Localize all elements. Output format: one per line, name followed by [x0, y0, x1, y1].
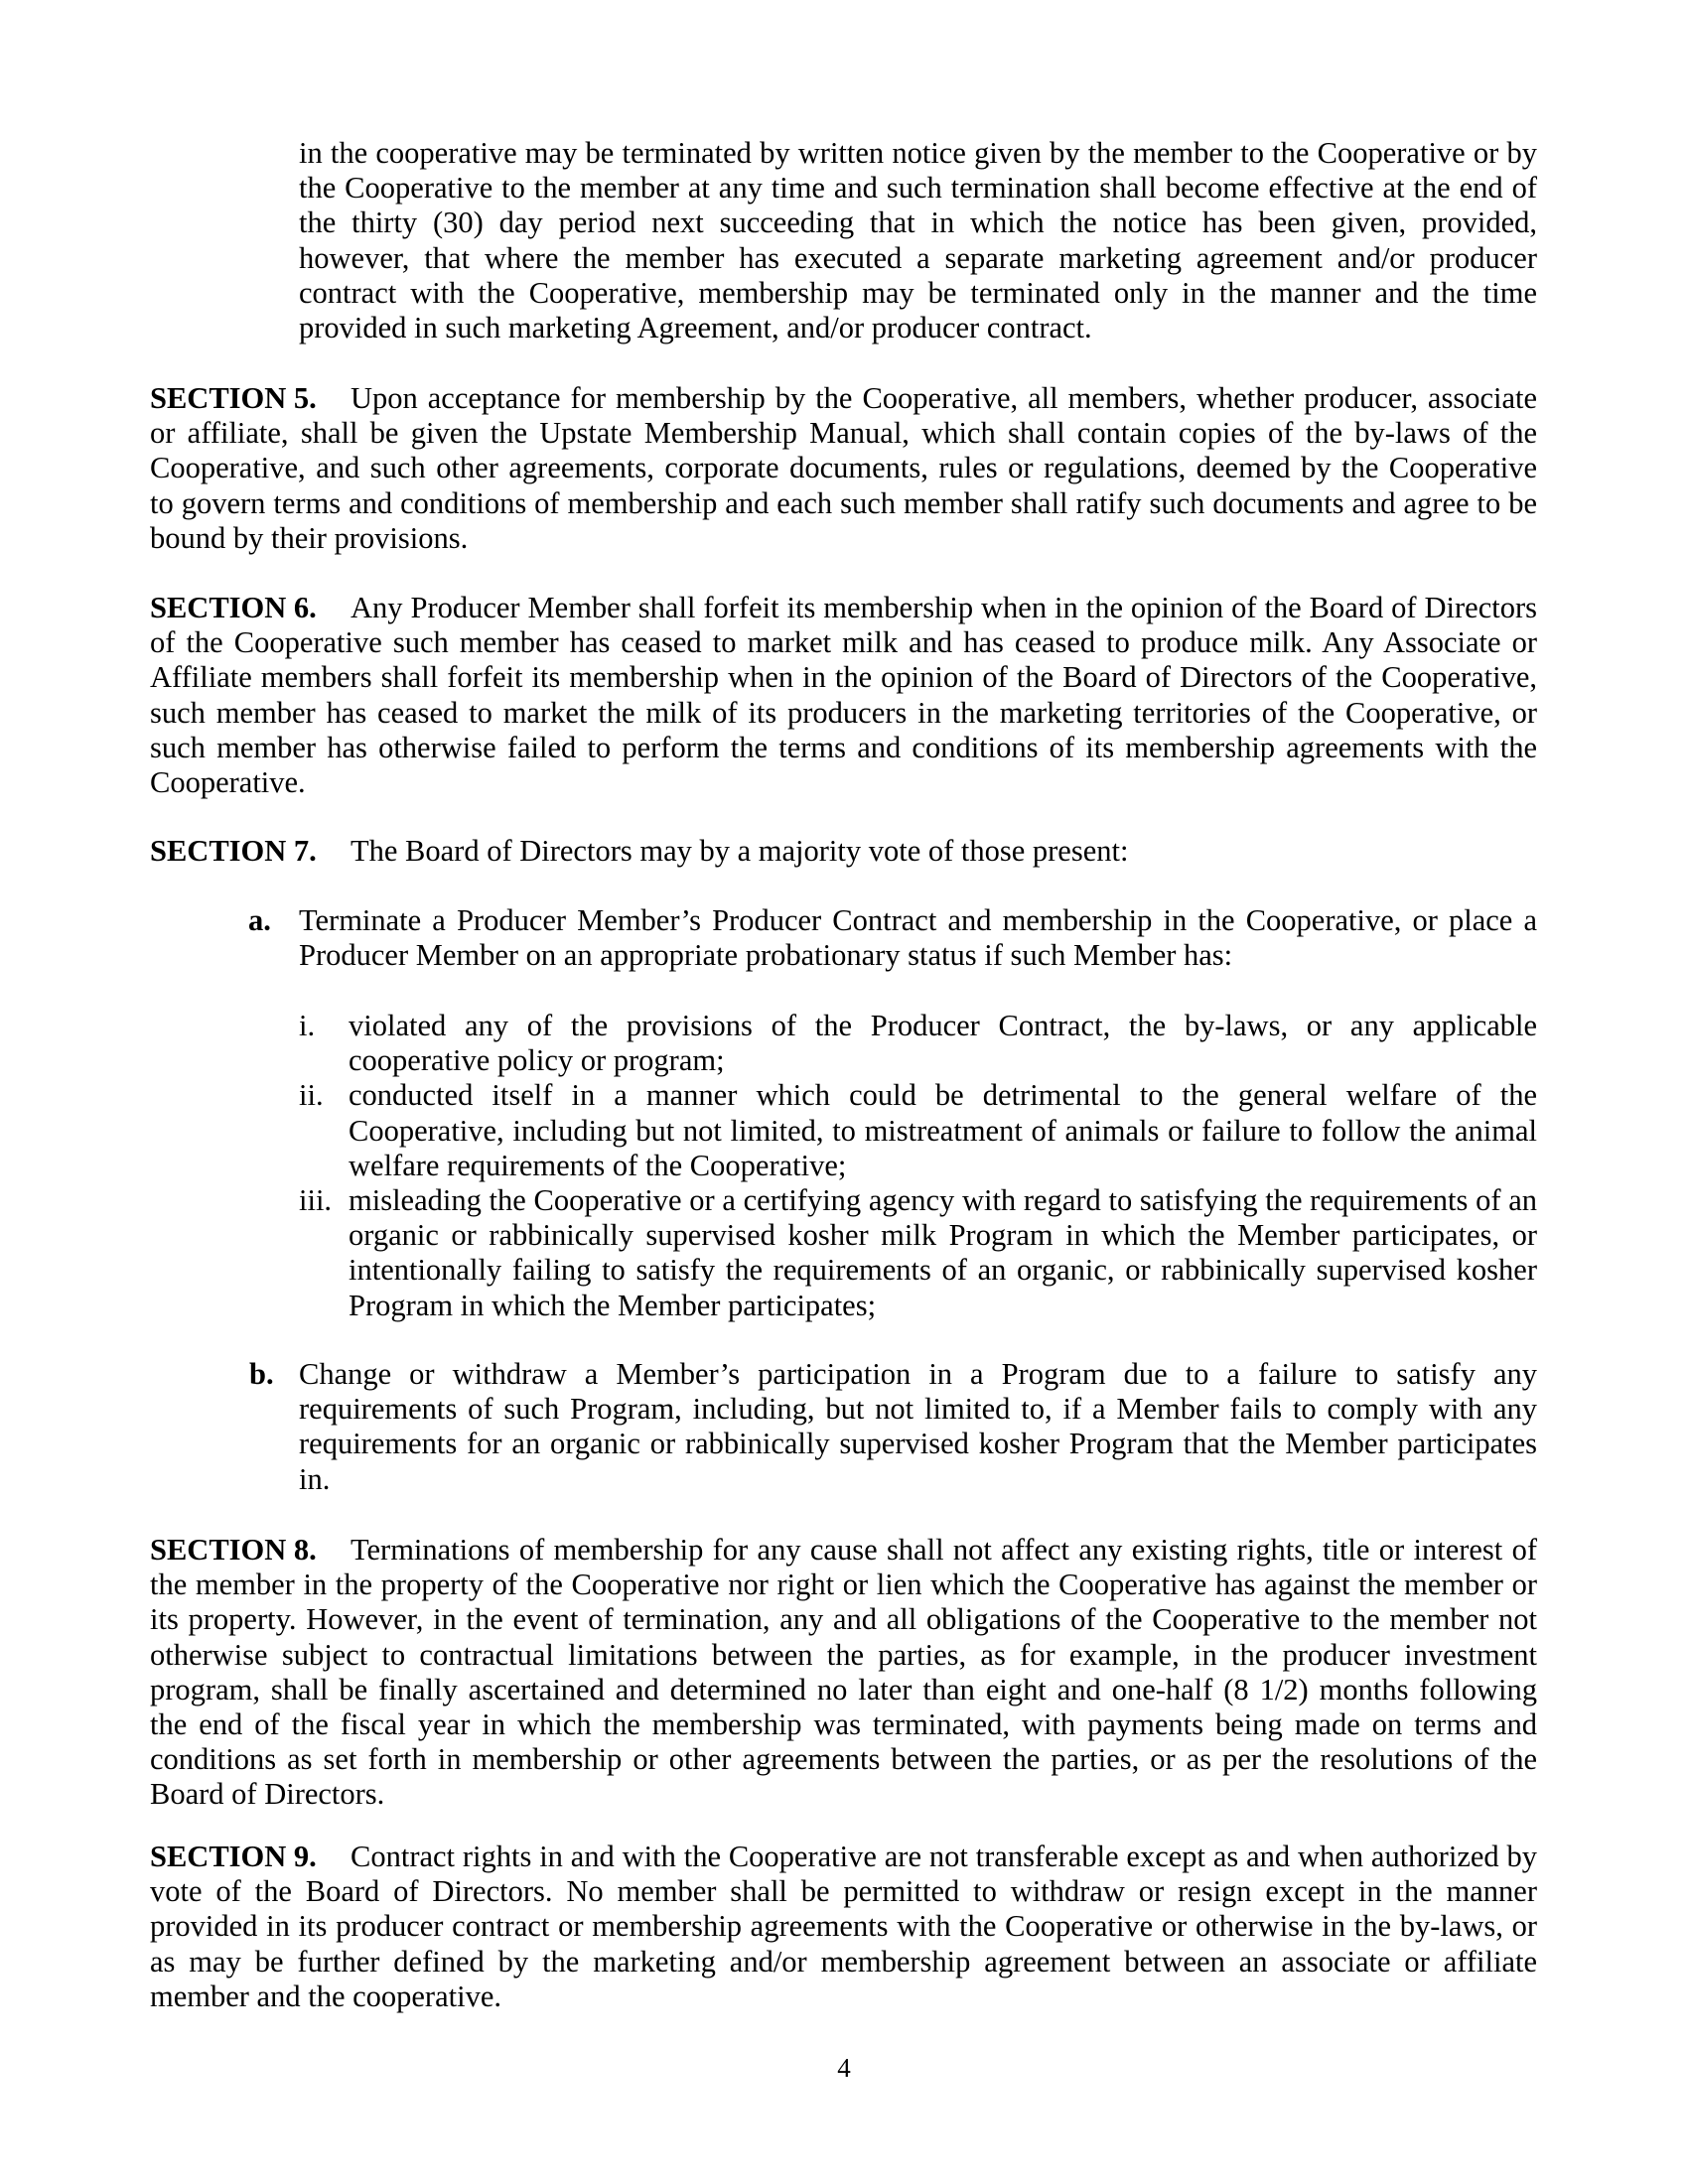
- list-marker-ii: ii.: [299, 1078, 324, 1113]
- section-7: [150, 834, 1537, 869]
- text-line: Cooperative, including but not limited, to mistreatment of animals or failure to follow the animal: [349, 1113, 1537, 1148]
- text-line: Board of Directors.: [150, 1777, 385, 1812]
- section-first-line: [150, 591, 1537, 625]
- text-line: the end of the fiscal year in which the membership was terminated, with payments being made on terms and: [150, 1706, 1537, 1741]
- section-6: [150, 591, 1537, 800]
- text-line: such member has ceased to market the milk of its producers in the marketing territories of the Cooperative, or: [150, 695, 1537, 730]
- section-first-line: [150, 381, 1537, 416]
- text-line: conditions as set forth in membership or other agreements between the parties, or as per the resolutions of the: [150, 1742, 1537, 1777]
- text-line: provided in such marketing Agreement, and/or producer contract.: [299, 310, 1092, 344]
- text-line: Upon acceptance for membership by the Cooperative, all members, whether producer, associate: [351, 381, 1537, 415]
- text-line: Change or withdraw a Member’s participation in a Program due to a failure to satisfy any: [299, 1357, 1537, 1391]
- text-line: vote of the Board of Directors. No member shall be permitted to withdraw or resign except in the manner: [150, 1874, 1537, 1909]
- text-line: Producer Member on an appropriate probationary status if such Member has:: [299, 938, 1233, 973]
- text-line: Program in which the Member participates;: [349, 1288, 877, 1322]
- text-line: program, shall be finally ascertained and determined no later than eight and one-half (8 1/2) months following: [150, 1672, 1537, 1706]
- text-line: such member has otherwise failed to perform the terms and conditions of its membership agreements with the: [150, 730, 1537, 764]
- list-marker-iii: iii.: [299, 1183, 333, 1217]
- text-line: organic or rabbinically supervised kosher milk Program in which the Member participates, or: [349, 1218, 1537, 1253]
- section-label: SECTION 9.: [150, 1840, 317, 1873]
- text-line: provided in its producer contract or membership agreements with the Cooperative or otherwise in the by-laws, or: [150, 1909, 1537, 1944]
- list-item-iii: [349, 1183, 1537, 1323]
- text-line: cooperative policy or program;: [349, 1043, 725, 1078]
- list-item-b: [299, 1357, 1537, 1497]
- text-line: to govern terms and conditions of membership and each such member shall ratify such documents and agree to be: [150, 485, 1537, 520]
- list-marker-i: i.: [299, 1009, 316, 1042]
- text-line: or affiliate, shall be given the Upstate Membership Manual, which shall contain copies of the by-laws of the: [150, 416, 1537, 451]
- text-line: Cooperative.: [150, 764, 306, 799]
- list-item-ii: [349, 1078, 1537, 1183]
- text-line: of the Cooperative such member has ceased to market milk and has ceased to produce milk. Any Associate or: [150, 625, 1537, 660]
- text-line: as may be further defined by the marketing and/or membership agreement between an associate or affiliate: [150, 1944, 1537, 1979]
- text-line: Terminate a Producer Member’s Producer Contract and membership in the Cooperative, or place a: [299, 903, 1537, 937]
- text-line: Affiliate members shall forfeit its membership when in the opinion of the Board of Directors of the Cooperative,: [150, 660, 1537, 695]
- text-line: the Cooperative to the member at any time and such termination shall become effective at the end of: [299, 171, 1537, 205]
- section-first-line: [150, 834, 1537, 869]
- section-label: SECTION 7.: [150, 834, 317, 868]
- text-line: Terminations of membership for any cause shall not affect any existing rights, title or interest of: [351, 1533, 1537, 1567]
- section-label: SECTION 6.: [150, 591, 317, 624]
- text-line: The Board of Directors may by a majority vote of those present:: [351, 834, 1129, 868]
- text-line: however, that where the member has executed a separate marketing agreement and/or producer: [299, 240, 1537, 275]
- text-line: misleading the Cooperative or a certifying agency with regard to satisfying the requirements of an: [349, 1183, 1537, 1217]
- list-marker-b: b.: [249, 1357, 274, 1391]
- text-line: conducted itself in a manner which could be detrimental to the general welfare of the: [349, 1078, 1537, 1113]
- intro-paragraph: [299, 136, 1537, 345]
- text-line: member and the cooperative.: [150, 1979, 501, 2013]
- section-5: [150, 381, 1537, 556]
- section-label: SECTION 5.: [150, 381, 317, 415]
- text-line: requirements for an organic or rabbinically supervised kosher Program that the Member participates: [299, 1427, 1537, 1461]
- text-line: Contract rights in and with the Cooperative are not transferable except as and when authorized by: [351, 1840, 1537, 1873]
- section-8: [150, 1533, 1537, 1813]
- text-line: Any Producer Member shall forfeit its membership when in the opinion of the Board of Directors: [351, 591, 1537, 624]
- section-label: SECTION 8.: [150, 1533, 317, 1567]
- list-item-i: [349, 1009, 1537, 1078]
- list-marker-a: a.: [248, 903, 271, 937]
- text-line: violated any of the provisions of the Producer Contract, the by-laws, or any applicable: [349, 1009, 1537, 1042]
- text-line: contract with the Cooperative, membership may be terminated only in the manner and the time: [299, 275, 1537, 310]
- section-first-line: [150, 1533, 1537, 1568]
- text-line: intentionally failing to satisfy the requirements of an organic, or rabbinically supervised kosher: [349, 1253, 1537, 1288]
- page-number: 4: [837, 2053, 851, 2083]
- text-line: requirements of such Program, including, but not limited to, if a Member fails to comply with any: [299, 1392, 1537, 1427]
- text-line: otherwise subject to contractual limitations between the parties, as for example, in the producer investment: [150, 1637, 1537, 1672]
- text-line: the thirty (30) day period next succeeding that in which the notice has been given, provided,: [299, 205, 1537, 240]
- list-item-a: [299, 903, 1537, 973]
- text-line: Cooperative, and such other agreements, corporate documents, rules or regulations, deemed by the Cooperative: [150, 451, 1537, 485]
- text-line: its property. However, in the event of termination, any and all obligations of the Cooperative to the member not: [150, 1602, 1537, 1637]
- section-9: [150, 1840, 1537, 2014]
- text-line: in.: [299, 1461, 331, 1496]
- text-line: bound by their provisions.: [150, 520, 469, 555]
- text-line: welfare requirements of the Cooperative;: [349, 1148, 847, 1182]
- section-first-line: [150, 1840, 1537, 1874]
- text-line: the member in the property of the Cooperative nor right or lien which the Cooperative has against the member or: [150, 1568, 1537, 1602]
- text-line: in the cooperative may be terminated by written notice given by the member to the Cooperative or by: [299, 136, 1537, 170]
